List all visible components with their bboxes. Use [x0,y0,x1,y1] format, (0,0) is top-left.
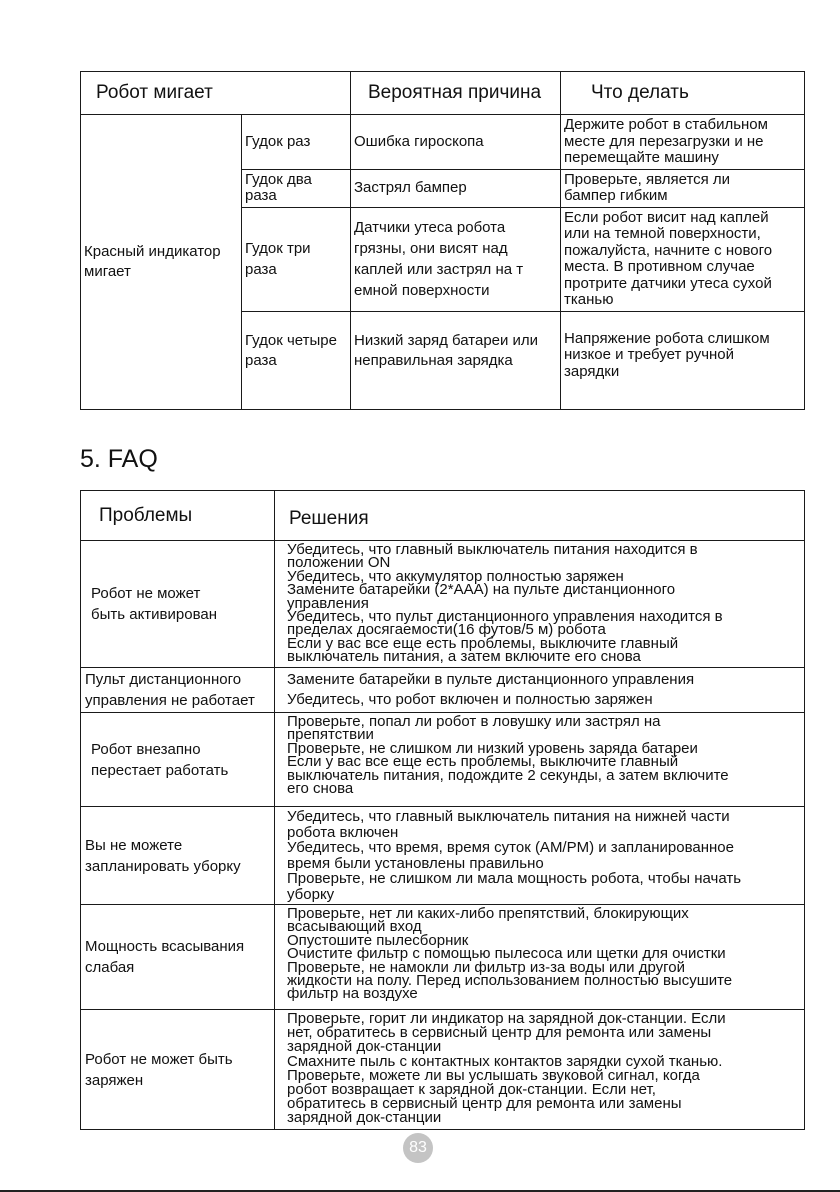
problem-line: Робот не может быть [85,1050,233,1068]
faq-solutions [275,905,805,1010]
faq-row [81,807,805,905]
problem-line: заряжен [85,1071,144,1089]
solution-line: Убедитесь, что пульт дистанционного управления находится в [287,608,723,626]
indicator-label [81,115,242,410]
solution-line: Проверьте, можете ли вы услышать звуковой сигнал, когда [287,1066,700,1084]
faq-table-header [81,491,805,541]
probable-cause [351,207,561,311]
action-line: тканью [564,291,614,308]
faq-title: 5. FAQ [80,445,158,473]
solution-line: нет, обратитесь в сервисный центр для ремонта или замены [287,1024,712,1042]
header-robot-blinks: Робот мигает [81,72,351,115]
solution-line: Проверьте, горит ли индикатор на зарядной док-станции. Если [287,1010,726,1027]
faq-problem [81,807,275,905]
beep-pattern [242,169,351,207]
solution-line: Проверьте, не намокли ли фильтр из-за воды или другой [287,958,685,976]
action-line: Если робот висит над каплей [564,208,769,226]
probable-cause [351,115,561,170]
action-line: или на темной поверхности, [564,225,761,242]
solution-line: управления [287,594,369,612]
beep-line: раза [245,351,277,369]
beep-line: раза [245,261,277,278]
action-line: месте для перезагрузки и не [564,132,764,150]
solution-line: Замените батарейки (2*AAA) на пульте дистанционного [287,581,676,599]
recommended-action [561,115,805,170]
beep-pattern [242,311,351,409]
solution-line: выключатель питания, а затем включите его снова [287,648,641,666]
faq-solutions [275,668,805,713]
solution-line: Проверьте, не слишком ли низкий уровень заряда батареи [287,739,698,757]
cause-line: емной поверхности [354,282,490,299]
probable-cause [351,169,561,207]
solution-line: Проверьте, не слишком ли мала мощность робота, чтобы начать [287,870,742,887]
solution-line: Убедитесь, что время, время суток (AM/PM) и запланированное [287,839,734,856]
recommended-action [561,169,805,207]
problem-line: Пульт дистанционного [85,671,242,688]
action-line: Проверьте, является ли [564,170,731,188]
problem-line: перестает работать [91,761,229,779]
solution-line: время были установлены правильно [287,854,544,872]
problem-line: запланировать уборку [85,857,241,875]
solution-line: Смахните пыль с контактных контактов зарядки сухой тканью. [287,1052,723,1070]
solution-line: Убедитесь, что аккумулятор полностью заряжен [287,567,624,585]
solution-line: положении ON [287,554,391,572]
action-line: зарядки [564,362,620,380]
action-line: перемещайте машину [564,149,719,166]
solution-line: Замените батарейки в пульте дистанционного управления [287,671,695,688]
action-line: низкое и требует ручной [564,346,735,363]
recommended-action [561,311,805,409]
faq-solutions [275,1010,805,1130]
faq-solutions [275,713,805,807]
problem-line: слабая [85,959,135,976]
beep-line: Гудок два [245,170,312,188]
cause-line: Застрял бампер [354,178,467,196]
solution-line: уборку [287,885,335,903]
problem-line: Робот не может [91,585,201,602]
solution-line: его снова [287,780,354,798]
solution-line: Опустошите пылесборник [287,931,469,949]
faq-row [81,1010,805,1130]
indicator-table [80,71,805,410]
indicator-label-line: Красный индикатор [84,242,221,260]
page-number: 83 [403,1133,433,1163]
solution-line: пределах досягаемости(16 футов/5 м) робота [287,621,606,639]
beep-pattern [242,207,351,311]
solution-line: выключатель питания, подождите 2 секунды, а затем включите [287,766,729,784]
solution-line: всасывающий вход [287,918,422,936]
faq-solutions [275,807,805,905]
solution-line: жидкости на полу. Перед использованием полностью высушите [287,972,733,990]
cause-line: Ошибка гироскопа [354,132,484,150]
problem-line: быть активирован [91,606,218,623]
faq-solutions [275,541,805,668]
beep-line: Гудок раз [245,132,311,150]
solution-line: Убедитесь, что робот включен и полностью заряжен [287,691,653,708]
solution-line: Убедитесь, что главный выключатель питания находится в [287,541,698,558]
problem-line: Робот внезапно [91,740,201,758]
faq-problem [81,713,275,807]
indicator-row [81,115,805,170]
problem-line: Мощность всасывания [85,938,245,955]
action-line: пожалуйста, начните с нового [564,241,773,259]
recommended-action [561,207,805,311]
indicator-table-body [81,115,805,410]
beep-pattern [242,115,351,170]
action-line: протрите датчики утеса сухой [564,274,772,292]
solution-line: Если у вас все еще есть проблемы, выключите главный [287,634,679,652]
faq-problem [81,1010,275,1130]
faq-problem [81,668,275,713]
header-what-to-do: Что делать [561,72,805,115]
indicator-table-header [81,72,805,115]
cause-line: неправильная зарядка [354,351,513,369]
cause-line: Низкий заряд батареи или [354,331,539,349]
solution-line: Проверьте, нет ли каких-либо препятствий, блокирующих [287,905,689,922]
solution-line: обратитесь в сервисный центр для ремонта или замены [287,1095,682,1113]
solution-line: робота включен [287,823,399,841]
faq-row [81,541,805,668]
beep-line: раза [245,187,277,204]
indicator-label-line: мигает [84,262,131,280]
action-line: бампер гибким [564,187,668,204]
solution-line: зарядной док-станции [287,1109,442,1127]
header-problems: Проблемы [81,491,275,541]
action-line: Напряжение робота слишком [564,329,770,347]
solution-line: Проверьте, попал ли робот в ловушку или застрял на [287,713,661,730]
solution-line: препятствии [287,726,374,744]
solution-line: фильтр на воздухе [287,985,418,1003]
faq-problem [81,541,275,668]
faq-table [80,490,805,1130]
beep-line: Гудок три [245,240,311,257]
faq-problem [81,905,275,1010]
solution-line: зарядной док-станции [287,1038,442,1056]
solution-line: Убедитесь, что главный выключатель питания на нижней части [287,808,730,825]
faq-row [81,668,805,713]
cause-line: грязны, они висят над [354,240,508,257]
action-line: места. В противном случае [564,258,755,275]
probable-cause [351,311,561,409]
cause-line: каплей или застрял на т [354,261,524,278]
faq-table-body [81,541,805,1130]
cause-line: Датчики утеса робота [354,219,506,236]
header-solutions: Решения [275,491,805,541]
solution-line: робот возвращает к зарядной док-станции. Если нет, [287,1081,656,1099]
problem-line: Вы не можете [85,836,183,854]
beep-line: Гудок четыре [245,331,337,349]
solution-line: Очистите фильтр с помощью пылесоса или щетки для очистки [287,945,726,963]
solution-line: Если у вас все еще есть проблемы, выключите главный [287,753,679,771]
faq-row [81,713,805,807]
header-probable-cause: Вероятная причина [351,72,561,115]
faq-row [81,905,805,1010]
action-line: Держите робот в стабильном [564,116,768,133]
problem-line: управления не работает [85,692,255,709]
